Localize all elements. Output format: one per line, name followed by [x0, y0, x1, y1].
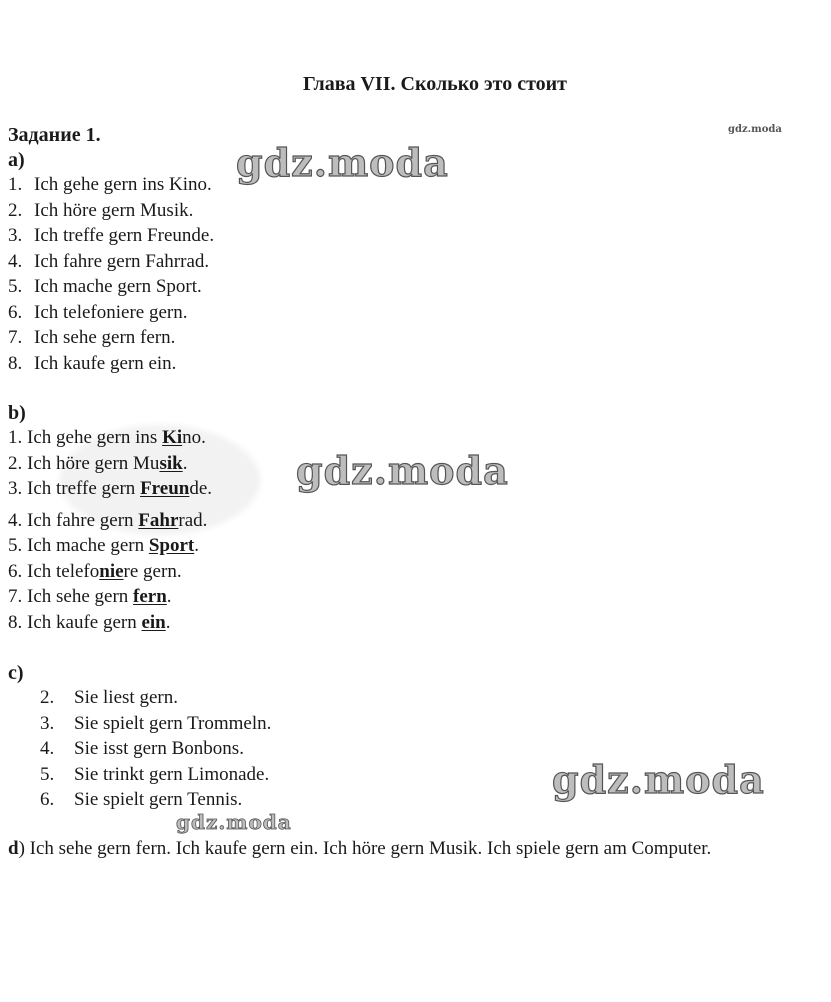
list-item [40, 685, 271, 711]
item-number: 6. [8, 301, 23, 323]
page-title: Глава VII. Сколько это стоит [303, 73, 567, 95]
section-d-text: ) Ich sehe gern fern. Ich kaufe gern ein. Ich höre gern Musik. Ich spiele gern am Computer. [18, 838, 712, 859]
stressed-syllable: fern [133, 586, 167, 607]
item-text: Ich höre gern Musik. [34, 199, 194, 221]
item-text: 2. Ich höre gern Mu [8, 452, 160, 474]
item-text: Sie spielt gern Trommeln. [74, 712, 272, 734]
item-number: 1. [8, 174, 23, 195]
list-item [8, 351, 214, 377]
watermark-logo: gdz.moda [176, 810, 292, 834]
list-item [8, 610, 212, 636]
item-number: 5. [40, 763, 55, 785]
section-b-label: b) [8, 402, 26, 424]
list-item [8, 223, 214, 249]
item-text: no. [182, 427, 206, 448]
item-text: 1. Ich gehe gern ins [8, 427, 163, 448]
item-text: Ich gehe gern ins Kino. [34, 174, 212, 195]
stressed-syllable: sik [159, 452, 183, 474]
item-text: Ich mache gern Sport. [34, 276, 202, 297]
section-d-line [8, 838, 711, 860]
list-item [8, 533, 212, 559]
list-item [8, 559, 212, 585]
watermark-logo: gdz.moda [552, 757, 765, 802]
list-item [40, 787, 271, 813]
task-heading: Задание 1. [8, 124, 101, 146]
item-number: 3. [8, 225, 23, 246]
list-item [40, 711, 271, 737]
watermark-logo: gdz.moda [236, 140, 449, 185]
section-c-list [40, 685, 271, 813]
item-text: . [182, 452, 188, 474]
stressed-syllable: Freun [140, 478, 190, 499]
item-text: 7. Ich sehe gern [8, 586, 134, 607]
item-text: 3. Ich treffe gern [8, 478, 141, 499]
item-text: Ich treffe gern Freunde. [34, 225, 215, 246]
item-number: 7. [8, 327, 23, 348]
watermark-logo: gdz.moda [296, 448, 509, 493]
list-item [8, 274, 214, 300]
stressed-syllable: nie [99, 560, 124, 582]
item-number: 3. [40, 712, 55, 734]
item-text: . [194, 535, 200, 556]
item-number: 8. [8, 352, 23, 374]
list-item [8, 198, 214, 224]
item-number: 4. [40, 738, 55, 759]
item-number: 4. [8, 250, 23, 272]
section-c-label: c) [8, 662, 24, 684]
item-number: 2. [8, 199, 23, 221]
item-text: re gern. [123, 560, 182, 582]
list-item [40, 736, 271, 762]
item-text: 5. Ich mache gern [8, 535, 149, 556]
item-text: . [166, 586, 172, 607]
stressed-syllable: ein [141, 611, 166, 633]
section-a-label: а) [8, 149, 25, 171]
item-text: Sie spielt gern Tennis. [74, 789, 243, 810]
item-text: 6. Ich telefo [8, 560, 100, 582]
item-text: Sie trinkt gern Limonade. [74, 763, 270, 785]
item-text: . [165, 611, 171, 633]
stressed-syllable: Ki [162, 427, 183, 448]
list-item [8, 325, 214, 351]
list-item [8, 300, 214, 326]
item-text: Ich kaufe gern ein. [34, 352, 177, 374]
item-text: Sie liest gern. [74, 687, 178, 708]
list-item [8, 249, 214, 275]
item-number: 2. [40, 687, 55, 708]
list-item [8, 584, 212, 610]
section-d-label: d [8, 838, 19, 859]
item-text: Ich fahre gern Fahrrad. [34, 250, 210, 272]
watermark-small: gdz.moda [728, 124, 782, 135]
item-text: 8. Ich kaufe gern [8, 611, 142, 633]
item-number: 5. [8, 276, 23, 297]
item-text: Ich telefoniere gern. [34, 301, 188, 323]
item-text: Sie isst gern Bonbons. [74, 738, 244, 759]
item-text: Ich sehe gern fern. [34, 327, 176, 348]
item-text: de. [189, 478, 213, 499]
stressed-syllable: Fahr [138, 509, 179, 531]
stressed-syllable: Sport [148, 535, 195, 556]
list-item [8, 172, 214, 198]
item-number: 6. [40, 789, 55, 810]
item-text: 4. Ich fahre gern [8, 509, 139, 531]
item-text: rad. [178, 509, 208, 531]
scan-smudge [60, 425, 260, 535]
list-item [40, 762, 271, 788]
section-a-list [8, 172, 214, 376]
